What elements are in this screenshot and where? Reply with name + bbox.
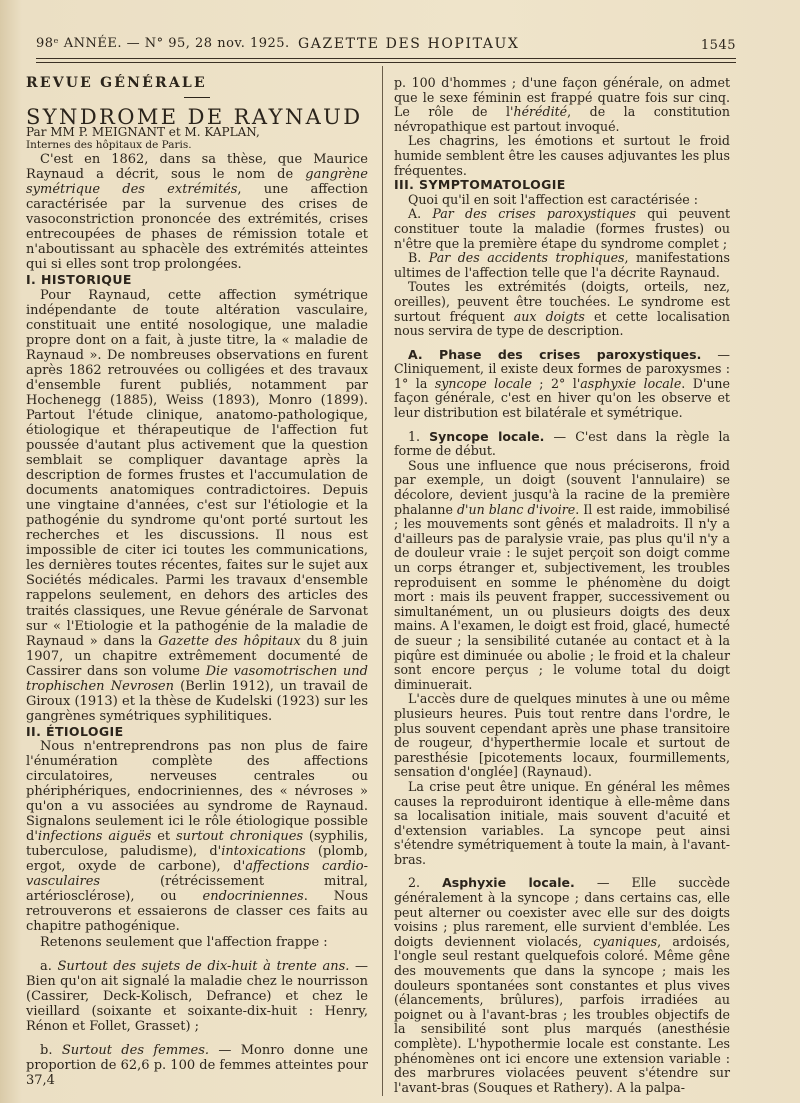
authors: Par MM P. MEIGNANT et M. KAPLAN, — [26, 125, 260, 140]
point-B-paragraph: B. Par des accidents trophiques, manifestations ultimes de l'affection telle que l'a décrite Raynaud. — [394, 250, 730, 280]
section-heading-historique: I. HISTORIQUE — [26, 272, 132, 288]
header-rule-thin — [36, 62, 736, 63]
crise-paragraph: La crise peut être unique. En général les mêmes causes la reproduiront identique à elle-même dans sa localisation initiale, mais souvent d'acuité et d'extension variables. La syncope peut ainsi s'étendre symétriquement à toute la main, à l'avant-bras. — [394, 778, 730, 867]
affiliation: Internes des hôpitaux de Paris. — [26, 139, 192, 152]
asphyxie-paragraph: 2. Asphyxie locale. — Elle succède généralement à la syncope ; dans certains cas, elle peut alterner ou coexister avec elle sur des doigts voisins ; plus rarement, elle survient d'emblée. Les doigts deviennent violacés, cyaniques, ardoisés, l'ongle seul restant quelquefois coloré. Même gêne des mouvements que dans la syncope ; mais les douleurs spontanées sont constantes et plus vives (élancements, brûlures), parfois irradiées au poignet ou à l'avant-bras ; les troubles objectifs de la sensibilité sont plus marqués (anesthésie complète). L'hypothermie locale est constante. Les phénomènes ont ici encore une extension variable : des marbrures violacées peuvent s'étendre sur l'avant-bras (Souques et Rathery). A la palpa- — [394, 875, 731, 1095]
running-header — [36, 36, 736, 56]
article-title: SYNDROME DE RAYNAUD — [26, 105, 363, 130]
chagrins-paragraph: Les chagrins, les émotions et surtout le froid humide semblent être les causes adjuvantes les plus fréquentes. — [394, 133, 730, 178]
quoi-paragraph: Quoi qu'il en soit l'affection est caractérisée : — [408, 191, 698, 207]
historique-paragraph: Pour Raynaud, cette affection symétrique indépendante de toute altération vasculaire, constituait une entité nosologique, une maladie propre dont on a fait, à juste titre, la « maladie de Raynaud ». De nombreuses observations en furent après 1862 retrouvées ou colligées et des travaux d'ensemble furent publiés, notamment par Hochenegg (1885), Weiss (1893), Monro (1899). Partout l'étude clinique, anatomo-pathologique, étiologique et thérapeutique de l'affection fut poussée d'autant plus activement que la question semblait se compliquer davantage après la description de formes frustes et l'accumulation de documents anatomiques contradictoires. Depuis une vingtaine d'années, c'est sur l'étiologie et la pathogénie du syndrome qu'ont porté surtout les recherches et les discussions. Il nous est impossible de citer ici toutes les communications, les dernières toutes récentes, faites sur le sujet aux Sociétés médicales. Parmi les travaux d'ensemble rappelons seulement, en dehors des articles des traités classiques, une Revue générale de Sarvonat sur « l'Etiologie et la pathogénie de la maladie de Raynaud » dans la Gazette des hôpitaux du 8 juin 1907, un chapitre extrêmement documenté de Cassirer dans son volume Die vasomotrischen und trophischen Nevrosen (Berlin 1912), un travail de Giroux (1913) et la thèse de Kudelski (1923) sur les gangrènes symétriques syphilitiques. — [26, 287, 368, 724]
intro-paragraph: C'est en 1862, dans sa thèse, que Maurice Raynaud a décrit, sous le nom de gangrène symétrique des extrémités, une affection caractérisée par la survenue des crises de vasoconstriction prononcée des extrémités, crises entrecoupées de phases de rémission totale et n'aboutissant au sphacèle des extrémités atteintes qui si elles sont trop prolongées. — [26, 152, 368, 273]
left-column — [26, 76, 368, 1088]
header-rule — [36, 58, 736, 59]
point-a-paragraph: a. Surtout des sujets de dix-huit à trente ans. — Bien qu'on ait signalé la maladie chez le nourrisson (Cassirer, Deck-Kolisch, Defrance) et chez le vieillard (soixante et soixante-dix-huit : Henry, Rénon et Follet, Grasset) ; — [26, 958, 368, 1034]
acces-paragraph: L'accès dure de quelques minutes à une ou même plusieurs heures. Puis tout rentre dans l'ordre, le plus souvent cependant après une phase transitoire de rougeur, d'hyperthermie locale et surtout de paresthésie [picotements locaux, fourmillements, sensation d'onglée] (Raynaud). — [394, 691, 730, 780]
retenons-paragraph: Retenons seulement que l'affection frappe : — [40, 934, 328, 950]
right-column — [394, 76, 730, 1095]
sous-paragraph: Sous une influence que nous préciserons, froid par exemple, un doigt (souvent l'annulaire) se décolore, devient jusqu'à la racine de la première phalanne d'un blanc d'ivoire. Il est raide, immobilisé ; les mouvements sont gênés et maladroits. Il n'y a d'ailleurs pas de paralysie vraie, pas plus qu'il n'y a de douleur vraie : le sujet perçoit son doigt comme un corps étranger et, subjectivement, les troubles reproduisent en somme le phénomène du doigt mort : mais ils peuvent frapper, successivement ou simultanément, un ou plusieurs doigts des deux mains. A l'examen, le doigt est froid, glacé, humecté de sueur ; la sensibilité cutanée au contact et à la piqûre est diminuée ou abolie ; le froid et la chaleur sont encore perçus ; le volume total du doigt diminuerait. — [394, 457, 731, 692]
point-b-paragraph: b. Surtout des femmes. — Monro donne une proportion de 62,6 p. 100 de femmes atteintes pour 37,4 — [26, 1042, 369, 1088]
phase-a-paragraph: A. Phase des crises paroxystiques. — Cliniquement, il existe deux formes de paroxysmes : 1° la syncope locale ; 2° l'asphyxie locale. D'une façon générale, c'est en hiver qu'on les observe et leur distribution est bilatérale et symétrique. — [394, 346, 731, 421]
column-divider — [382, 66, 383, 1096]
section-heading-etiologie: II. ÉTIOLOGIE — [26, 723, 124, 739]
etiologie-paragraph: Nous n'entreprendrons pas non plus de faire l'énumération complète des affections circulatoires, nerveuses centrales ou phériphériques, endocriniennes, des « névroses » qu'on a vu associées au syndrome de Raynaud. Signalons seulement ici le rôle étiologique possible d'infections aiguës et surtout chroniques (syphilis, tuberculose, paludisme), d'intoxications (plomb, ergot, oxyde de carbone), d'affections cardio-vasculaires (rétrécissement mitral, artériosclérose), ou endocriniennes. Nous retrouverons et essaierons de classer ces faits au chapitre pathogénique. — [26, 738, 368, 935]
continued-paragraph: p. 100 d'hommes ; d'une façon générale, on admet que le sexe féminin est frappé quatre fois sur cinq. Le rôle de l'hérédité, de la constitution névropathique est partout invoqué. — [394, 75, 730, 134]
syncope-heading-paragraph: 1. Syncope locale. — C'est dans la règle la forme de début. — [394, 428, 731, 459]
issue-line: 98ᵉ ANNÉE. — N° 95, 28 nov. 1925. — [36, 36, 290, 51]
section-heading-symptomatologie: III. SYMPTOMATOLOGIE — [394, 177, 566, 193]
rubric: REVUE GÉNÉRALE — [26, 75, 207, 91]
page-number: 1545 — [700, 38, 736, 53]
journal-name: GAZETTE DES HOPITAUX — [298, 36, 520, 52]
rubric-divider — [184, 97, 210, 98]
toutes-paragraph: Toutes les extrémités (doigts, orteils, nez, oreilles), peuvent être touchées. Le syndrome est surtout fréquent aux doigts et cette localisation nous servira de type de description. — [394, 279, 730, 339]
point-A-paragraph: A. Par des crises paroxystiques qui peuvent constituer toute la maladie (formes frustes) ou n'être que la première étape du syndrome complet ; — [394, 206, 730, 251]
